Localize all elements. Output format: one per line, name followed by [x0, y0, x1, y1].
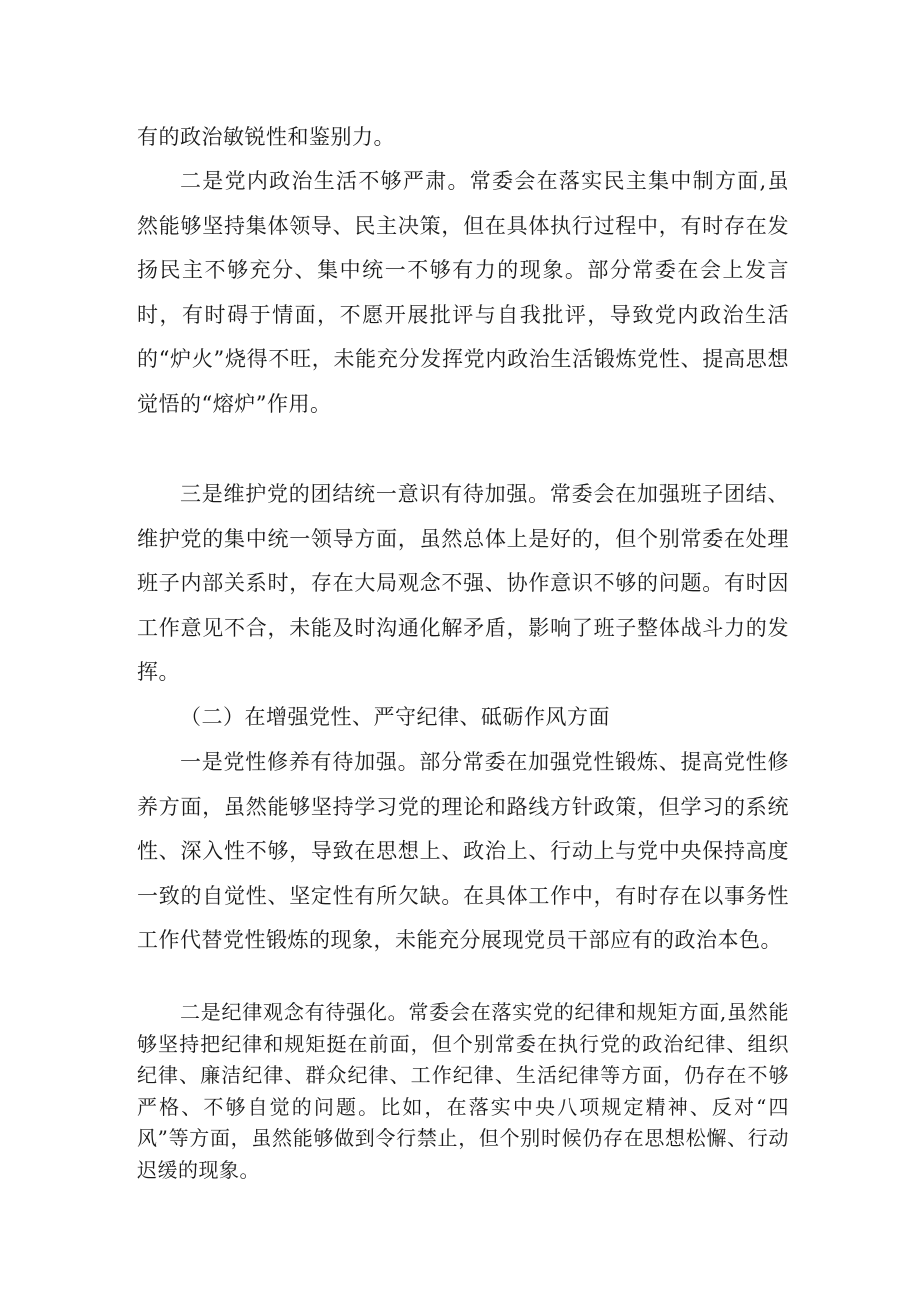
paragraph-continuation: 有的政治敏锐性和鉴别力。 — [137, 125, 395, 149]
paragraph-party-political-life: 二是党内政治生活不够严肃。常委会在落实民主集中制方面,虽然能够坚持集体领导、民主决策，但在具体执行过程中，有时存在发扬民主不够充分、集中统一不够有力的现象。部分常委在会上发言时，有时碍于情面，不愿开展批评与自我批评，导致党内政治生活的“炉火”烧得不旺，未能充分发挥党内政治生活锻炼党性、提高思想觉悟的“熔炉”作用。 — [137, 169, 789, 416]
paragraph-party-unity: 三是维护党的团结统一意识有待加强。常委会在加强班子团结、维护党的集中统一领导方面，虽然总体上是好的，但个别常委在处理班子内部关系时，存在大局观念不强、协作意识不够的问题。有时因工作意见不合，未能及时沟通化解矛盾，影响了班子整体战斗力的发挥。 — [137, 482, 789, 684]
paragraph-discipline: 二是纪律观念有待强化。常委会在落实党的纪律和规矩方面,虽然能够坚持把纪律和规矩挺在前面，但个别常委在执行党的政治纪律、组织纪律、廉洁纪律、群众纪律、工作纪律、生活纪律等方面，仍存在不够严格、不够自觉的问题。比如，在落实中央八项规定精神、反对“四风”等方面，虽然能够做到令行禁止，但个别时候仍存在思想松懈、行动迟缓的现象。 — [137, 1000, 789, 1182]
paragraph-party-spirit: 一是党性修养有待加强。部分常委在加强党性锻炼、提高党性修养方面，虽然能够坚持学习党的理论和路线方针政策，但学习的系统性、深入性不够，导致在思想上、政治上、行动上与党中央保持高度一致的自觉性、坚定性有所欠缺。在具体工作中，有时存在以事务性工作代替党性锻炼的现象，未能充分展现党员干部应有的政治本色。 — [137, 750, 789, 952]
section-heading: （二）在增强党性、严守纪律、砥砺作风方面 — [180, 705, 610, 729]
